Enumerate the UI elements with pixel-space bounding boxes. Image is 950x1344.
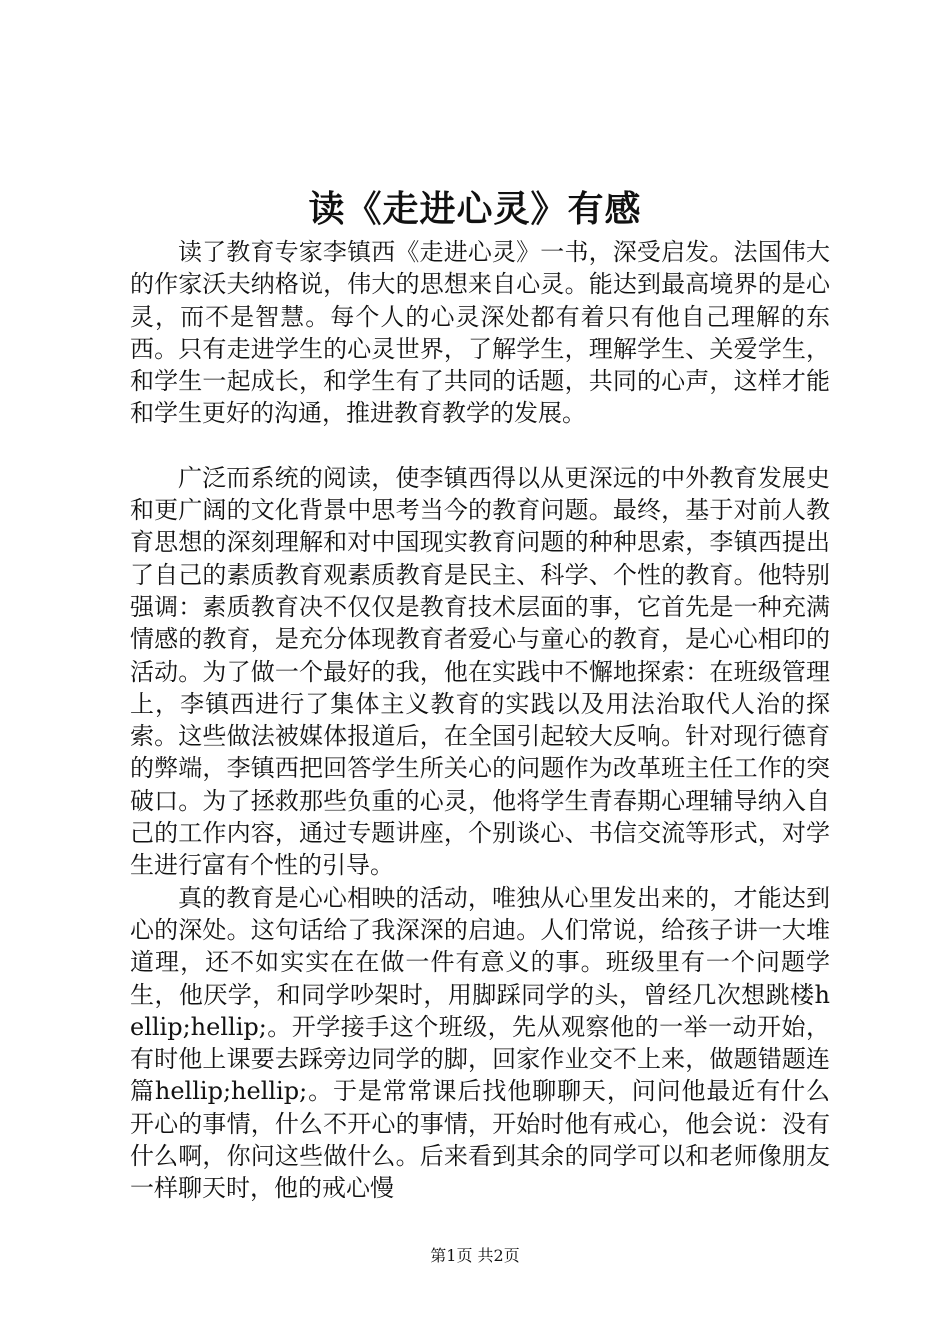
paragraph-1: 读了教育专家李镇西《走进心灵》一书，深受启发。法国伟大的作家沃夫纳格说，伟大的思想来自心灵。能达到最高境界的是心灵，而不是智慧。每个人的心灵深处都有着只有他自己理解的东西。只有走进学生的心灵世界，了解学生，理解学生、关爱学生，和学生一起成长，和学生有了共同的话题，共同的心声，这样才能和学生更好的沟通，推进教育教学的发展。	[130, 238, 830, 428]
document-title: 读《走进心灵》有感	[308, 188, 642, 230]
paragraph-2: 广泛而系统的阅读，使李镇西得以从更深远的中外教育发展史和更广阔的文化背景中思考当今的教育问题。最终，基于对前人教育思想的深刻理解和对中国现实教育问题的种种思索，李镇西提出了自己的素质教育观素质教育是民主、科学、个性的教育。他特别强调：素质教育决不仅仅是教育技术层面的事，它首先是一种充满情感的教育，是充分体现教育者爱心与童心的教育，是心心相印的活动。为了做一个最好的我，他在实践中不懈地探索：在班级管理上，李镇西进行了集体主义教育的实践以及用法治取代人治的探索。这些做法被媒体报道后，在全国引起较大反响。针对现行德育的弊端，李镇西把回答学生所关心的问题作为改革班主任工作的突破口。为了拯救那些负重的心灵，他将学生青春期心理辅导纳入自己的工作内容，通过专题讲座，个别谈心、书信交流等形式，对学生进行富有个性的引导。	[130, 463, 830, 880]
paragraph-gap	[130, 430, 830, 462]
page-footer: 第1页 共2页	[430, 1246, 520, 1265]
document-body	[130, 236, 830, 1205]
paragraph-3: 真的教育是心心相映的活动，唯独从心里发出来的，才能达到心的深处。这句话给了我深深的启迪。人们常说，给孩子讲一大堆道理，还不如实实在在做一件有意义的事。班级里有一个问题学生，他厌学，和同学吵架时，用脚踩同学的头，曾经几次想跳楼hellip;hellip;。开学接手这个班级，先从观察他的一举一动开始，有时他上课要去踩旁边同学的脚，回家作业交不上来，做题错题连篇hellip;hellip;。于是常常课后找他聊聊天，问问他最近有什么开心的事情，什么不开心的事情，开始时他有戒心，他会说：没有什么啊，你问这些做什么。后来看到其余的同学可以和老师像朋友一样聊天时，他的戒心慢	[130, 883, 830, 1203]
